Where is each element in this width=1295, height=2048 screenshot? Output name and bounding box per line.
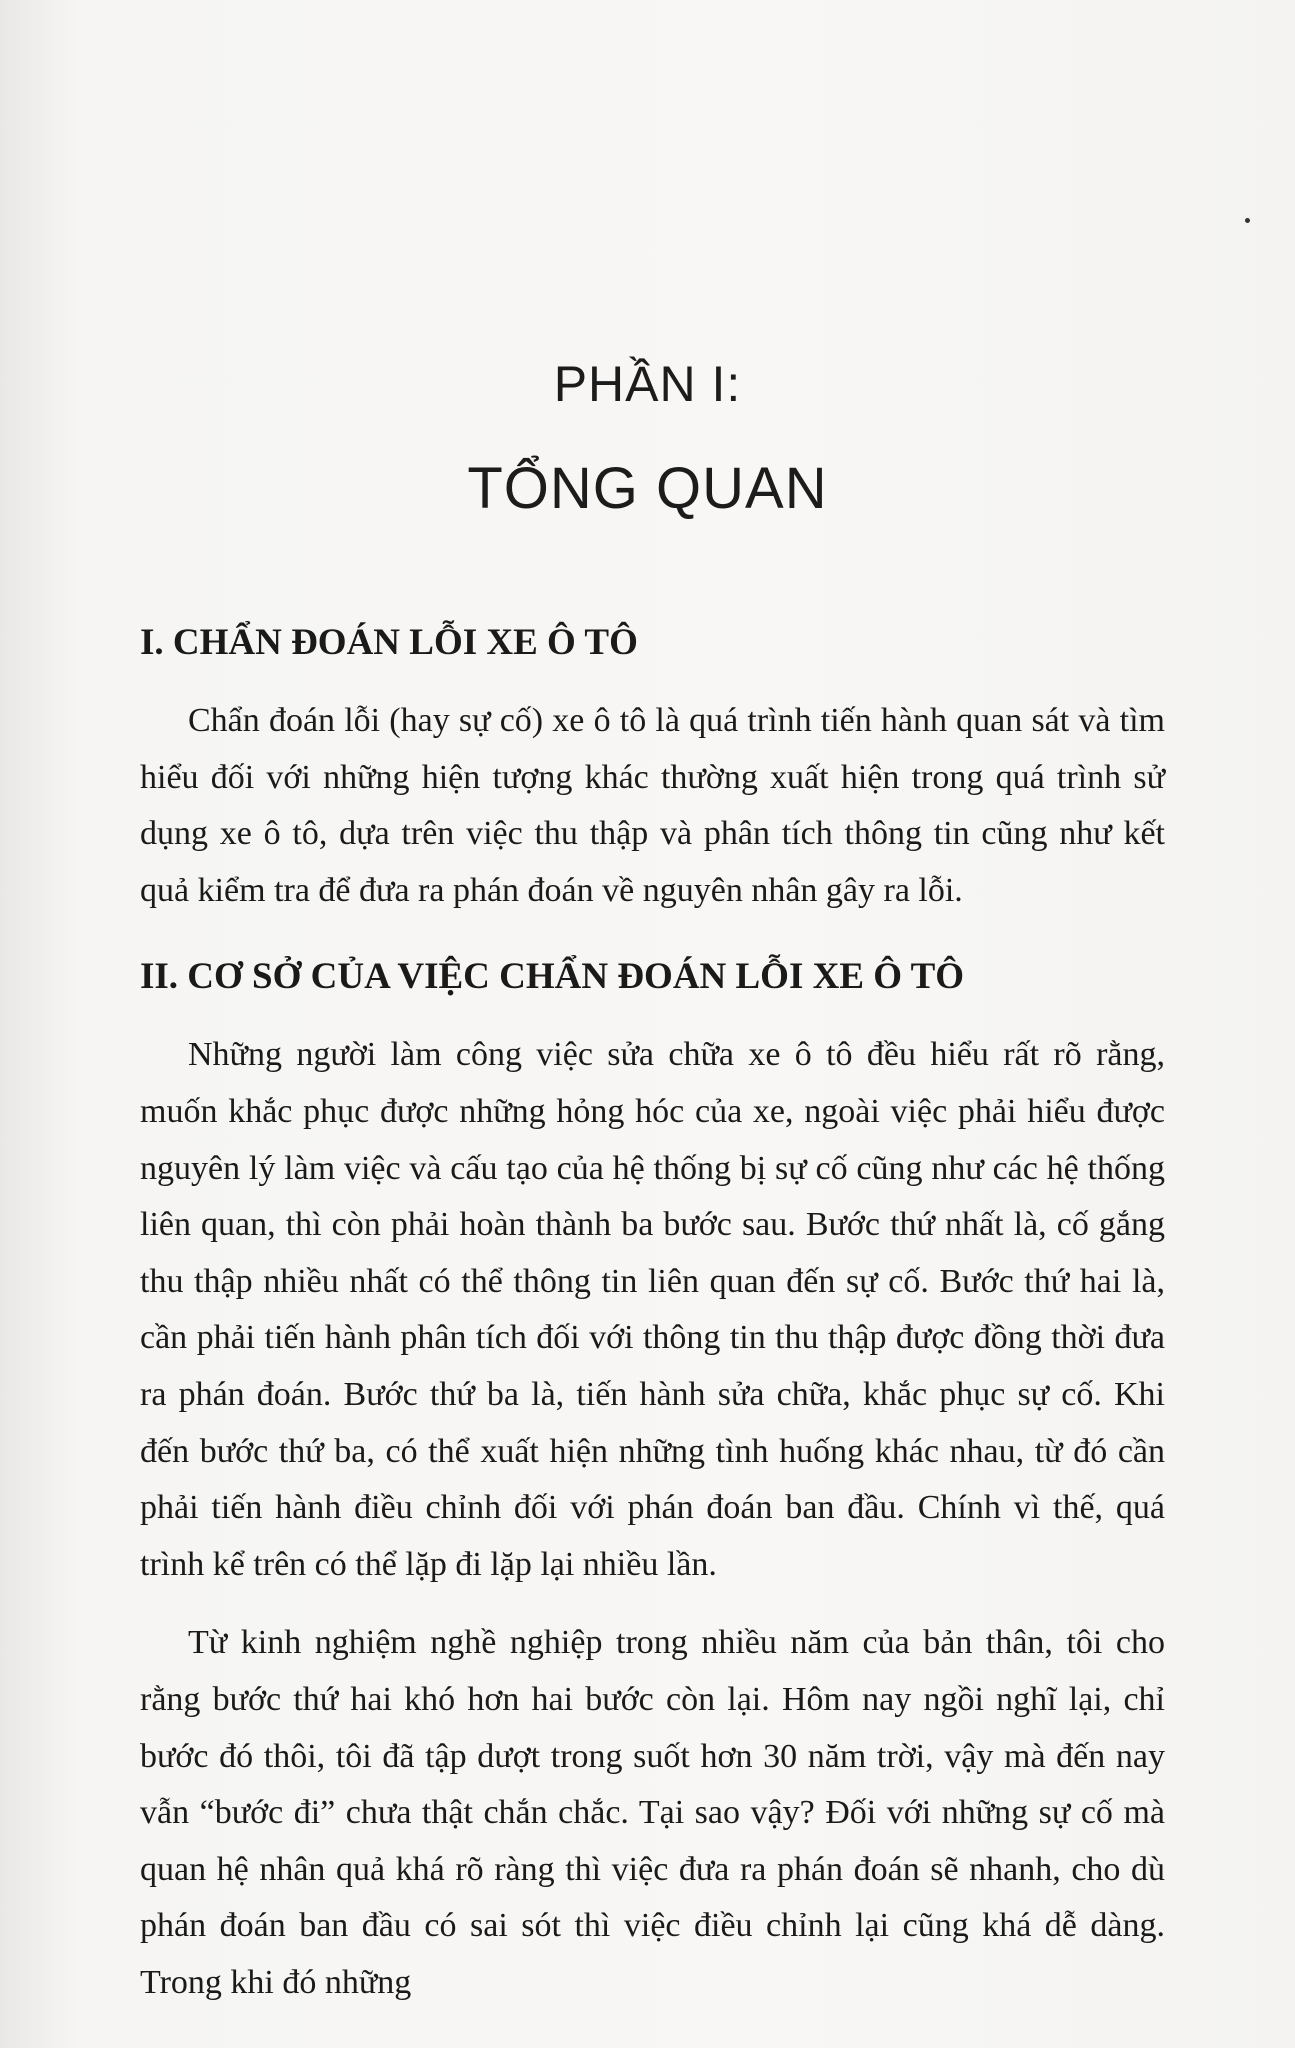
part-label: PHẦN I: [553,356,742,412]
section-1-heading: I. CHẨN ĐOÁN LỖI XE Ô TÔ [140,622,638,663]
section-1 [140,615,1165,919]
ink-speck [1245,218,1250,223]
section-2-paragraph-2: Từ kinh nghiệm nghề nghiệp trong nhiều năm của bản thân, tôi cho rằng bước thứ hai khó hơn hai bước còn lại. Hôm nay ngồi nghĩ lại, chỉ bước đó thôi, tôi đã tập dượt trong suốt hơn 30 năm trời, vậy mà đến nay vẫn “bước đi” chưa thật chắn chắc. Tại sao vậy? Đối với những sự cố mà quan hệ nhân quả khá rõ ràng thì việc đưa ra phán đoán sẽ nhanh, cho dù phán đoán ban đầu có sai sót thì việc điều chỉnh lại cũng khá dễ dàng. Trong khi đó những [140,1624,1165,2001]
section-2-heading: II. CƠ SỞ CỦA VIỆC CHẨN ĐOÁN LỖI XE Ô TÔ [140,956,965,998]
page-content [140,615,1165,2011]
section-1-paragraph-1: Chẩn đoán lỗi (hay sự cố) xe ô tô là quá trình tiến hành quan sát và tìm hiểu đối với những hiện tượng khác thường xuất hiện trong quá trình sử dụng xe ô tô, dựa trên việc thu thập và phân tích thông tin cũng như kết quả kiểm tra để đưa ra phán đoán về nguyên nhân gây ra lỗi. [140,702,1165,909]
part-title: TỔNG QUAN [467,456,828,521]
section-2-paragraph-1: Những người làm công việc sửa chữa xe ô tô đều hiểu rất rõ rằng, muốn khắc phục được những hỏng hóc của xe, ngoài việc phải hiểu được nguyên lý làm việc và cấu tạo của hệ thống bị sự cố cũng như các hệ thống liên quan, thì còn phải hoàn thành ba bước sau. Bước thứ nhất là, cố gắng thu thập nhiều nhất có thể thông tin liên quan đến sự cố. Bước thứ hai là, cần phải tiến hành phân tích đối với thông tin thu thập được đồng thời đưa ra phán đoán. Bước thứ ba là, tiến hành sửa chữa, khắc phục sự cố. Khi đến bước thứ ba, có thể xuất hiện những tình huống khác nhau, từ đó cần phải tiến hành điều chỉnh đối với phán đoán ban đầu. Chính vì thế, quá trình kể trên có thể lặp đi lặp lại nhiều lần. [140,1036,1165,1583]
section-2 [140,949,1165,2011]
